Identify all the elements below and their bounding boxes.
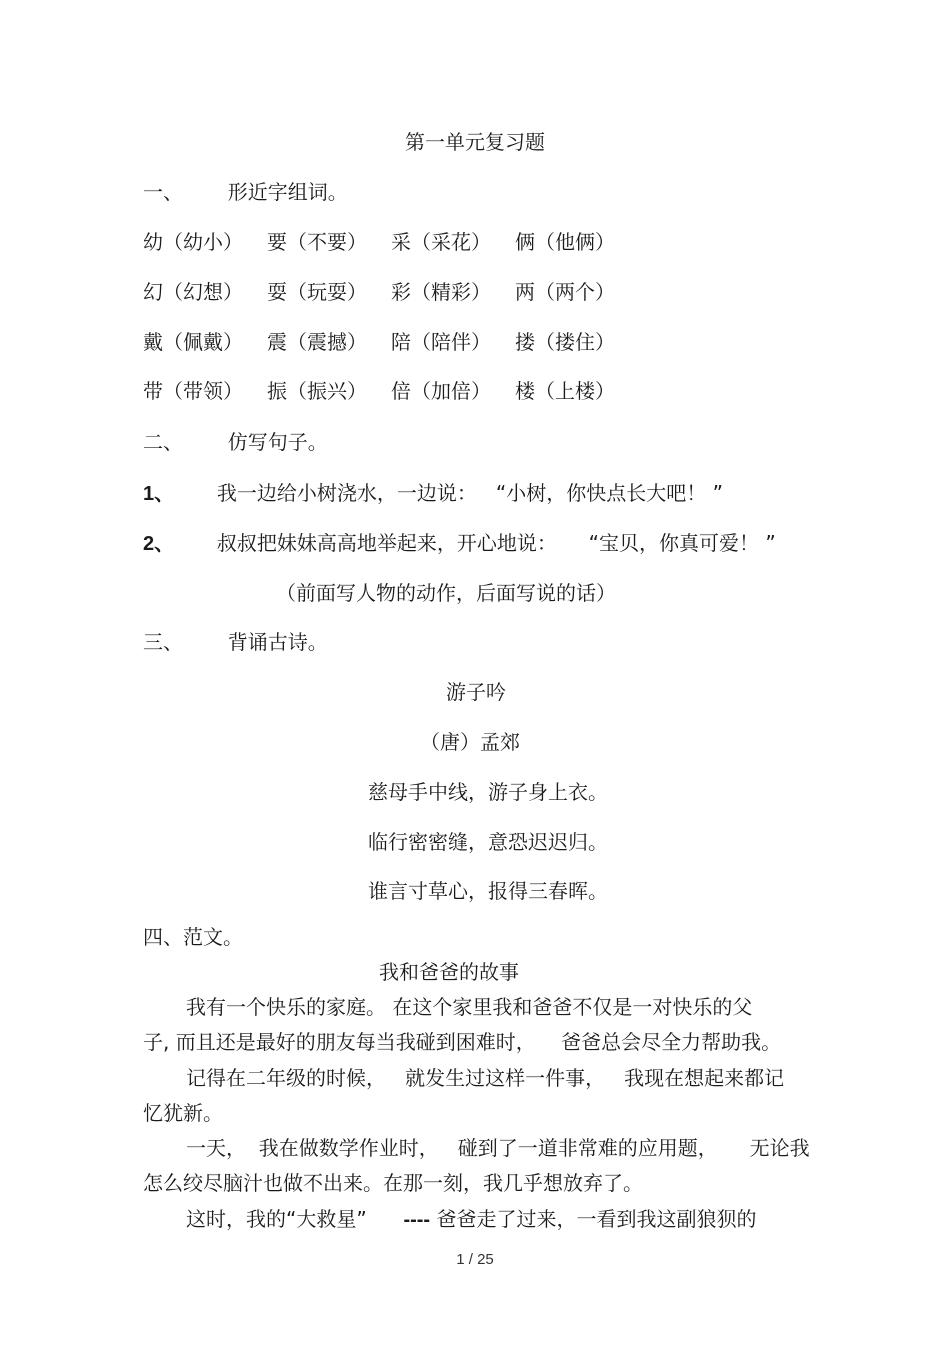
essay-line: 忆犹新。 <box>143 1101 223 1125</box>
page-number: 1 / 25 <box>456 1251 494 1268</box>
poem-line: 临行密密缝，意恐迟迟归。 <box>368 830 608 854</box>
sentence-item-2 <box>143 530 776 557</box>
essay-text: 爸爸走了过来，一看到我这副狼狈的 <box>436 1207 757 1231</box>
word-cell: 戴（佩戴） <box>143 330 243 354</box>
poem-line: 慈母手中线，游子身上衣。 <box>368 780 608 804</box>
section2-heading-num: 二、 <box>143 430 183 454</box>
word-cell: 耍（玩耍） <box>267 280 367 304</box>
word-cell: 带（带领） <box>143 379 243 403</box>
section2-heading <box>143 429 328 455</box>
item-number: 2、 <box>143 533 175 555</box>
word-cell: 幼（幼小） <box>143 230 243 254</box>
poem-line: 谁言寸草心，报得三春晖。 <box>368 879 608 903</box>
section1-heading <box>143 179 348 205</box>
word-cell: 两（两个） <box>515 280 615 304</box>
word-cell: 陪（陪伴） <box>391 330 491 354</box>
word-row-4 <box>143 378 639 404</box>
essay-line: 怎么绞尽脑汁也做不出来。在那一刻，我几乎想放弃了。 <box>143 1171 643 1195</box>
word-row-3 <box>143 329 639 355</box>
essay-text: 这时，我的“大救星” <box>186 1207 367 1231</box>
word-cell: 搂（搂住） <box>515 330 615 354</box>
word-row-1 <box>143 229 639 255</box>
word-cell: 楼（上楼） <box>515 379 615 403</box>
item-text: 我一边给小树浇水，一边说： “小树，你快点长大吧！ ” <box>216 481 723 505</box>
word-cell: 要（不要） <box>267 230 367 254</box>
word-cell: 震（震撼） <box>267 330 367 354</box>
word-cell: 采（采花） <box>391 230 491 254</box>
essay-line: 记得在二年级的时候， 就发生过这样一件事， 我现在想起来都记 <box>186 1066 785 1090</box>
item-text: 叔叔把妹妹高高地举起来，开心地说： “宝贝，你真可爱！ ” <box>216 531 776 555</box>
word-cell: 振（振兴） <box>267 379 367 403</box>
word-cell: 彩（精彩） <box>391 280 491 304</box>
sentence-item-1 <box>143 480 723 507</box>
dash-mark: ---- <box>403 1209 431 1231</box>
essay-line: 一天， 我在做数学作业时， 碰到了一道非常难的应用题， 无论我 <box>186 1136 810 1160</box>
word-row-2 <box>143 279 639 305</box>
essay-line: 子, 而且还是最好的朋友每当我碰到困难时， 爸爸总会尽全力帮助我。 <box>143 1030 782 1054</box>
section1-heading-text: 形近字组词。 <box>227 180 348 204</box>
item-number: 1、 <box>143 483 175 505</box>
word-cell: 倍（加倍） <box>391 379 491 403</box>
word-cell: 俩（他俩） <box>515 230 615 254</box>
section3-heading-text: 背诵古诗。 <box>227 630 328 654</box>
section4-heading: 四、范文。 <box>143 925 243 949</box>
page-title: 第一单元复习题 <box>405 130 545 154</box>
essay-line <box>186 1206 756 1233</box>
word-cell: 幻（幻想） <box>143 280 243 304</box>
poem-author: （唐）孟郊 <box>420 730 520 754</box>
essay-line: 我有一个快乐的家庭。 在这个家里我和爸爸不仅是一对快乐的父 <box>186 995 753 1019</box>
section1-heading-num: 一、 <box>143 180 183 204</box>
section3-heading <box>143 629 328 655</box>
section2-heading-text: 仿写句子。 <box>227 430 328 454</box>
section3-heading-num: 三、 <box>143 630 183 654</box>
poem-title: 游子吟 <box>446 680 506 704</box>
sentence-note: （前面写人物的动作，后面写说的话） <box>276 581 616 605</box>
essay-title: 我和爸爸的故事 <box>379 960 519 984</box>
